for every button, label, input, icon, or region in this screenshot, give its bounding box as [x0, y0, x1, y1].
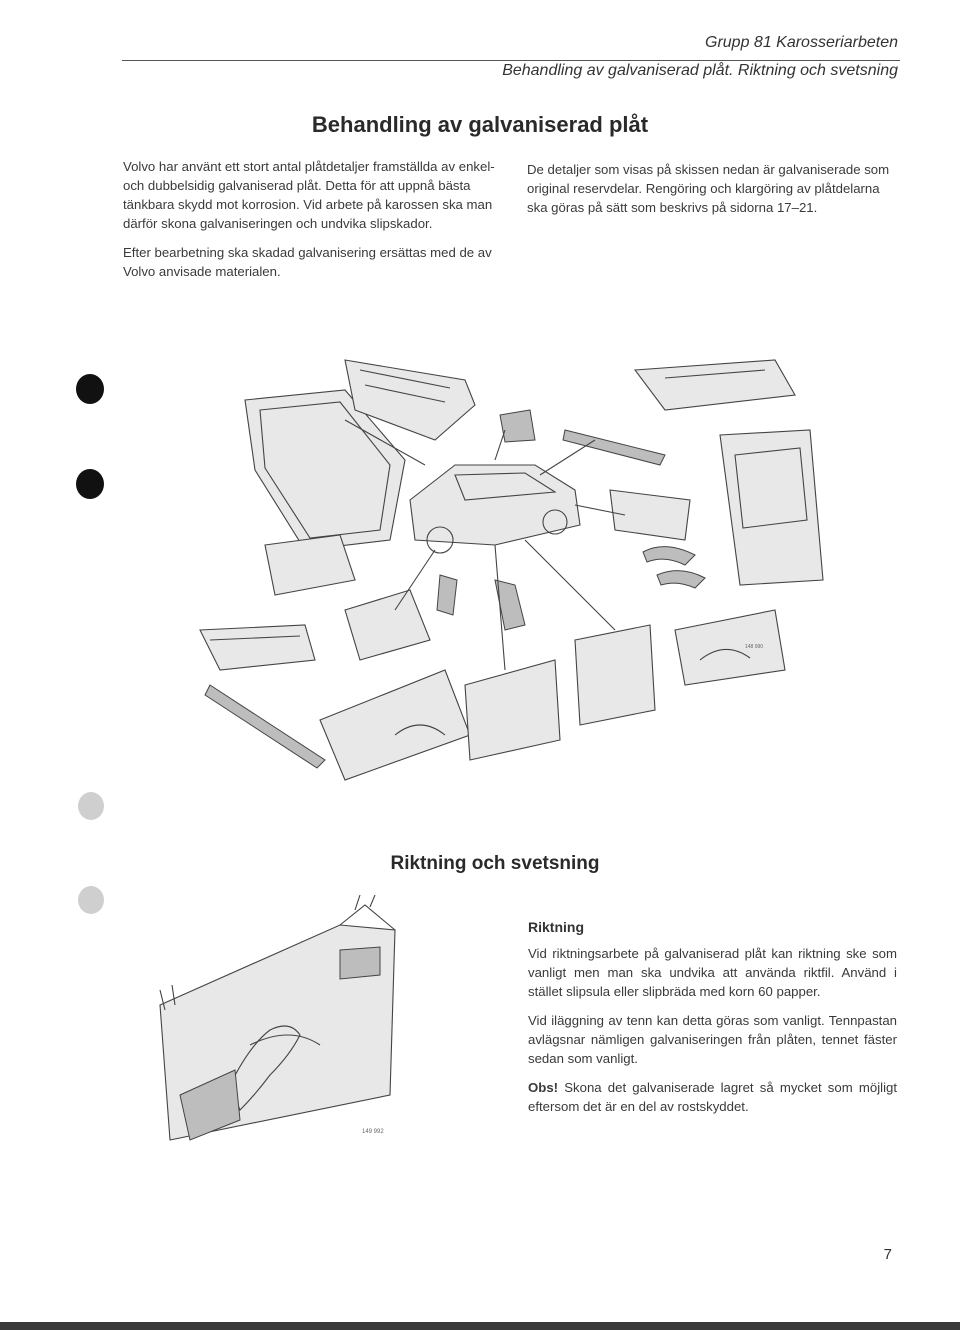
obs-label: Obs!: [528, 1080, 559, 1095]
figure-code-2: 149 992: [362, 1129, 384, 1135]
subheading-riktning: Riktning: [528, 919, 584, 935]
section-title: Behandling av galvaniserad plåt: [311, 112, 649, 137]
door-repair-illustration: [140, 895, 410, 1145]
section-title-2: Riktning och svetsning: [390, 853, 600, 874]
paragraph: Vid riktningsarbete på galvaniserad plåt kan riktning ske som vanligt men man ska undvika att använda riktfil. Använd i stället slipsula eller slipbräda med korn 60 papper.: [528, 946, 897, 999]
binder-hole: [76, 374, 104, 404]
paragraph: De detaljer som visas på skissen nedan är galvaniserade som original reservdelar. Rengöring och klargöring av plåtdelarna ska göras på sätt som beskrivs på sidorna 17–21.: [527, 162, 890, 215]
paragraph: Vid iläggning av tenn kan detta göras som vanligt. Tennpastan avlägsnar nämligen galvaniseringen från plåten, tennet fäster sedan som vanligt.: [528, 1013, 897, 1066]
bottom-edge-bar: [0, 1322, 960, 1330]
page-number: 7: [883, 1246, 892, 1263]
binder-hole: [78, 886, 104, 914]
riktning-column: [528, 918, 897, 1126]
obs-note: [528, 1078, 897, 1116]
header-rule: [122, 60, 900, 61]
galvanized-parts-illustration: [195, 340, 835, 790]
figure-code-1: 148 990: [745, 644, 764, 650]
obs-text: Skona det galvaniserade lagret så mycket som möjligt eftersom det är en del av rostskyddet.: [528, 1080, 897, 1114]
intro-left-column: [123, 157, 495, 291]
paragraph: Volvo har använt ett stort antal plåtdetaljer framställda av enkel- och dubbelsidig galvaniserad plåt. Detta för att uppnå bästa tänkbara skydd mot korrosion. Vid arbete på karossen ska man därför skona galvaniseringen och undvika slipskador.: [123, 159, 495, 231]
paragraph: Efter bearbetning ska skadad galvanisering ersättas med de av Volvo anvisade materialen.: [123, 245, 492, 279]
binder-hole: [78, 792, 104, 820]
header-subtitle: Behandling av galvaniserad plåt. Riktning och svetsning: [502, 62, 898, 79]
header-group: Grupp 81 Karosseriarbeten: [705, 34, 898, 51]
binder-hole: [76, 469, 104, 499]
intro-right-column: [527, 160, 902, 227]
